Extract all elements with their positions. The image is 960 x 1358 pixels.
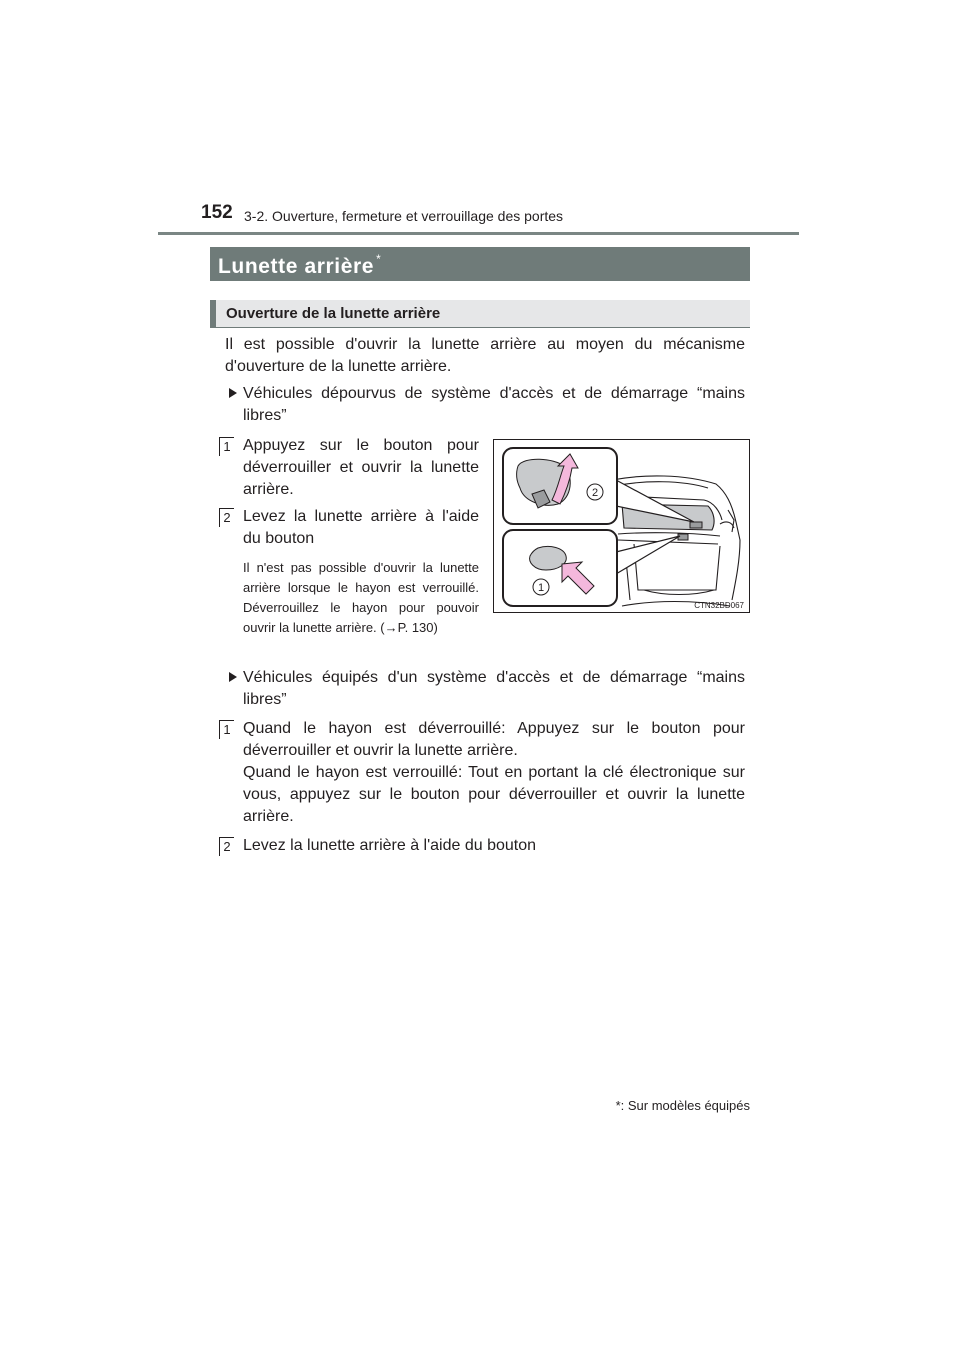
group-a-note: Il n'est pas possible d'ouvrir la lunette arrière lorsque le hayon est verrouillé. Déverrouillez le hayon pour pouvoir ouvrir la lunette arrière. (→P. 130) <box>243 560 479 635</box>
header-divider <box>158 232 799 235</box>
triangle-bullet-icon <box>229 672 237 682</box>
rear-window-drawing <box>494 440 749 612</box>
subsection-title: Ouverture de la lunette arrière <box>210 300 750 328</box>
chapter-title: 3-2. Ouverture, fermeture et verrouillage des portes <box>244 208 564 224</box>
step-number: 1 <box>219 437 234 456</box>
footnote-marker: * <box>615 1098 621 1113</box>
section-title-banner <box>210 247 750 281</box>
intro-paragraph: Il est possible d'ouvrir la lunette arrière au moyen du mécanisme d'ouverture de la lunette arrière. <box>225 336 745 375</box>
step-number: 2 <box>219 837 234 856</box>
group-a-step-2: Levez la lunette arrière à l'aide du bouton <box>243 508 479 547</box>
figure-callout-1: 1 <box>537 582 545 594</box>
group-b-step-2: Levez la lunette arrière à l'aide du bouton <box>243 837 537 854</box>
group-b-step-1-locked: Quand le hayon est verrouillé: Tout en portant la clé électronique sur vous, appuyez sur le bouton pour déverrouiller et ouvrir la lunette arrière. <box>243 764 745 825</box>
group-a-heading-text: Véhicules dépourvus de système d'accès et de démarrage “mains libres” <box>243 385 745 424</box>
step-number: 2 <box>219 508 234 527</box>
figure-code: CTN32BD067 <box>694 601 744 610</box>
triangle-bullet-icon <box>229 388 237 398</box>
footnote-text: : Sur modèles équipés <box>620 1098 750 1113</box>
step-number: 1 <box>219 720 234 739</box>
equipped-marker: * <box>376 252 382 266</box>
section-title: Lunette arrière <box>218 255 375 278</box>
page-number: 152 <box>201 202 233 223</box>
group-a-step-1: Appuyez sur le bouton pour déverrouiller et ouvrir la lunette arrière. <box>243 437 479 498</box>
group-b-heading-text: Véhicules équipés d'un système d'accès et de démarrage “mains libres” <box>243 669 745 708</box>
group-b-step-1: Quand le hayon est déverrouillé: Appuyez sur le bouton pour déverrouiller et ouvrir la lunette arrière. <box>243 720 745 759</box>
figure-callout-2: 2 <box>591 487 599 499</box>
rear-window-illustration <box>493 439 750 613</box>
group-b-heading <box>229 667 745 711</box>
footnote <box>616 1098 750 1113</box>
group-a-heading <box>229 383 745 427</box>
